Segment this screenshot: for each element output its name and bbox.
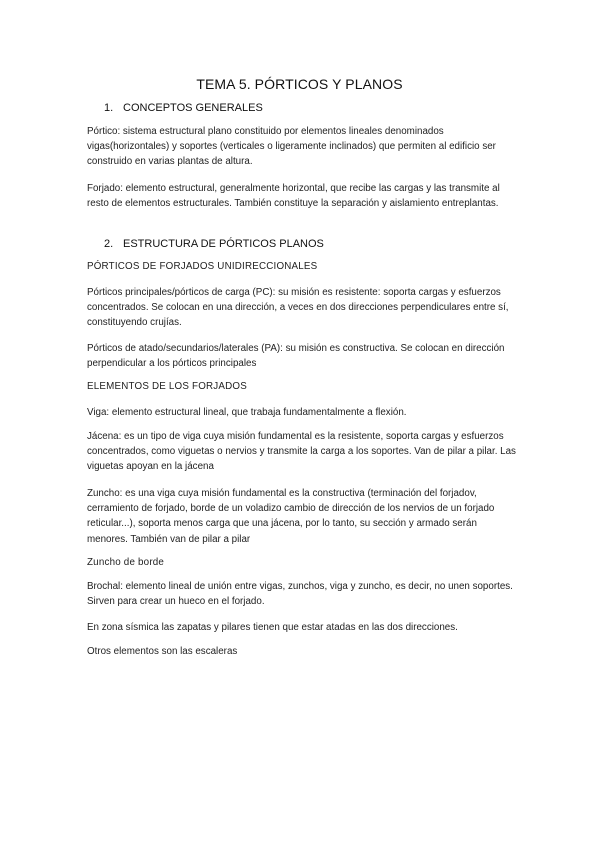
paragraph-portico: Pórtico: sistema estructural plano constituido por elementos lineales denominados vigas(horizontales) y soportes (verticales o ligeramente inclinados) que permiten al edificio ser construido en varias plantas de altura. xyxy=(87,126,496,168)
paragraph-forjado: Forjado: elemento estructural, generalmente horizontal, que recibe las cargas y las transmite al resto de elementos estructurales. También constituye la separación y aislamiento entreplantas. xyxy=(87,183,500,210)
paragraph-viga: Viga: elemento estructural lineal, que trabaja fundamentalmente a flexión. xyxy=(87,407,407,418)
section-heading-2 xyxy=(104,238,324,250)
section-number: 2. xyxy=(104,238,114,250)
section-title: CONCEPTOS GENERALES xyxy=(123,102,263,114)
paragraph-zuncho-borde: Zuncho de borde xyxy=(87,557,165,568)
paragraph-jacena: Jácena: es un tipo de viga cuya misión fundamental es la resistente, soporta cargas y esfuerzos concentrados, como viguetas o nervios y transmite la carga a los soportes. Van de pilar a pilar. Las viguetas apoyan en la jácena xyxy=(87,431,516,473)
subheading-elementos-forjados: ELEMENTOS DE LOS FORJADOS xyxy=(87,381,247,392)
paragraph-porticos-principales: Pórticos principales/pórticos de carga (PC): su misión es resistente: soporta cargas y esfuerzos concentrados. Se colocan en una dirección, a veces en dos direcciones perpendiculares entre sí, constituyendo crujías. xyxy=(87,287,509,329)
document-title: TEMA 5. PÓRTICOS Y PLANOS xyxy=(196,76,403,92)
paragraph-brochal: Brochal: elemento lineal de unión entre vigas, zunchos, viga y zuncho, es decir, no unen soportes. Sirven para crear un hueco en el forjado. xyxy=(87,581,513,608)
section-title: ESTRUCTURA DE PÓRTICOS PLANOS xyxy=(123,238,324,250)
subheading-porticos-forjados: PÓRTICOS DE FORJADOS UNIDIRECCIONALES xyxy=(87,261,318,272)
paragraph-escaleras: Otros elementos son las escaleras xyxy=(87,646,238,657)
paragraph-porticos-atado: Pórticos de atado/secundarios/laterales (PA): su misión es constructiva. Se colocan en dirección perpendicular a los pórticos principales xyxy=(87,343,505,370)
paragraph-zona-sismica: En zona sísmica las zapatas y pilares tienen que estar atadas en las dos direcciones. xyxy=(87,622,458,633)
section-heading-1 xyxy=(104,102,263,114)
section-number: 1. xyxy=(104,102,114,114)
paragraph-zuncho: Zuncho: es una viga cuya misión fundamental es la constructiva (terminación del forjadov, cerramiento de forjado, borde de un voladizo cambio de dirección de los nervios de un forjado reticular...), soporta menos carga que una jácena, por lo tanto, su sección y armado serán menores. También van de pilar a pilar xyxy=(87,488,495,545)
